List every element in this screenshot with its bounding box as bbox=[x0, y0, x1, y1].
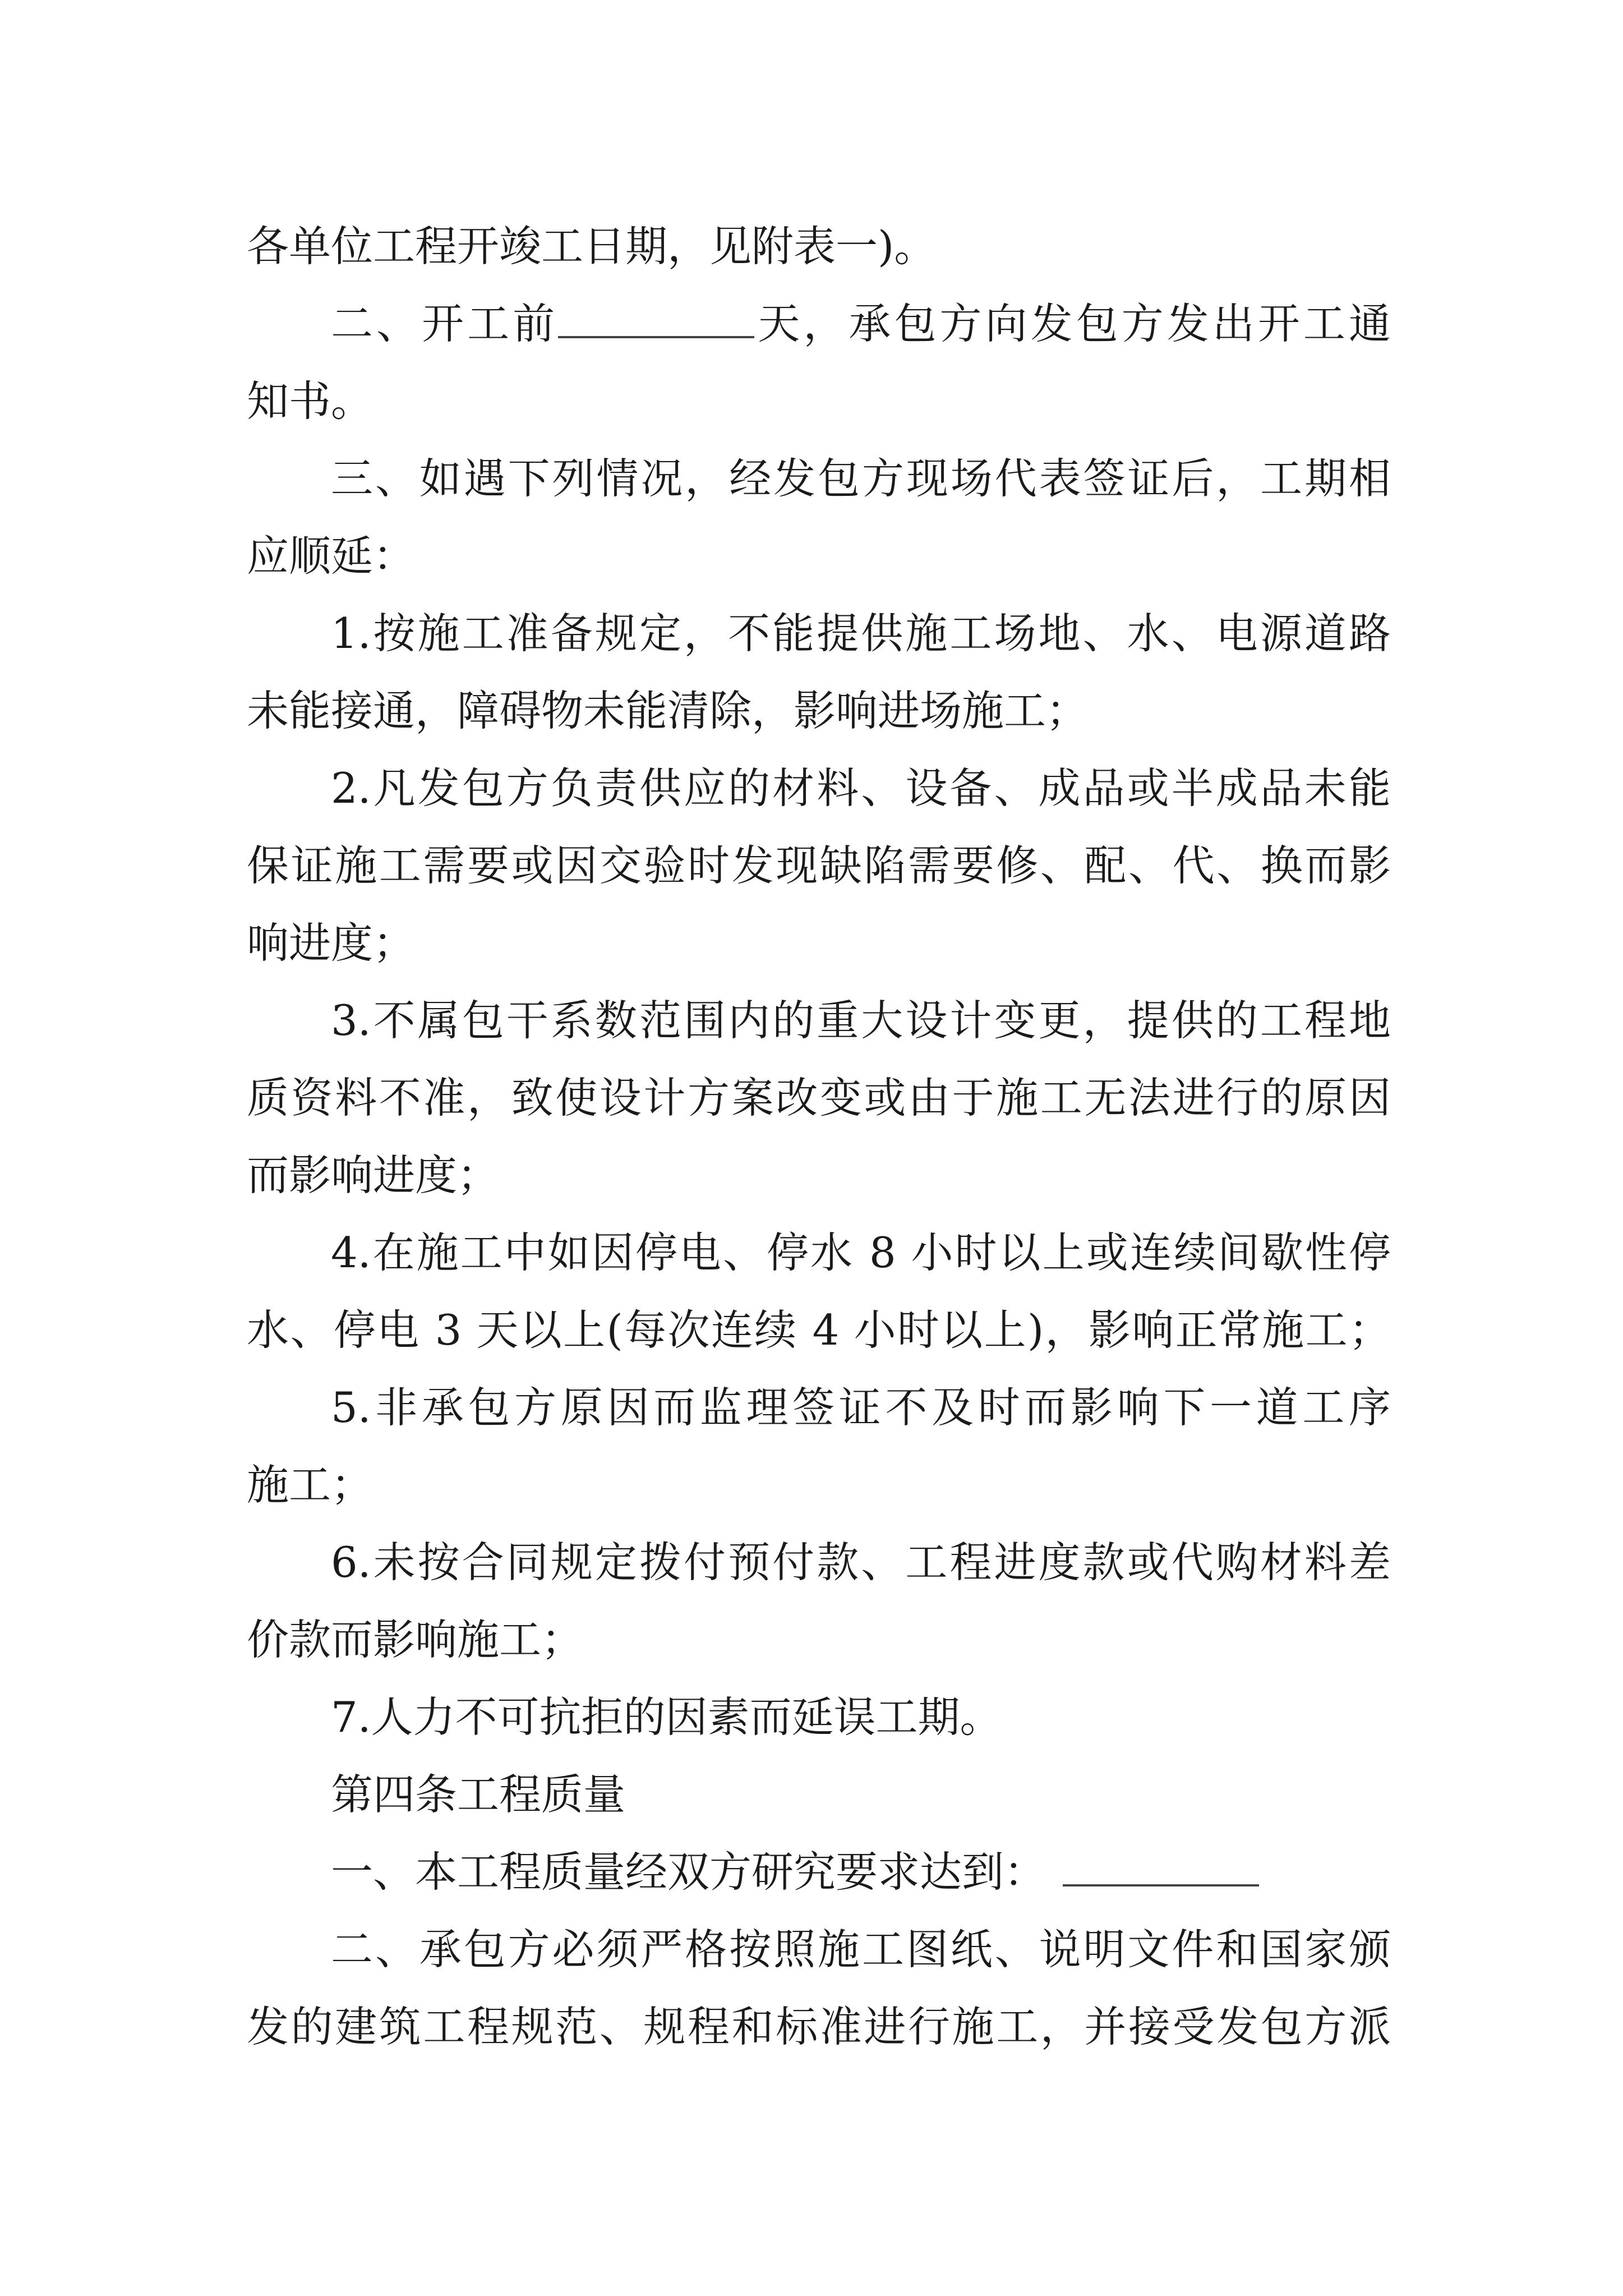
text-line: 价款而影响施工； bbox=[247, 1615, 584, 1664]
text-line: 未能接通，障碍物未能清除，影响进场施工； bbox=[247, 686, 1089, 735]
text-segment: 一、本工程质量经双方研究要求达到： bbox=[331, 1847, 1046, 1897]
text-line: 应顺延： bbox=[247, 531, 416, 581]
text-line: 保证施工需要或因交验时发现缺陷需要修、配、代、换而影 bbox=[247, 841, 1391, 890]
text-line: 知书。 bbox=[247, 376, 374, 426]
text-line: 2.凡发包方负责供应的材料、设备、成品或半成品未能 bbox=[331, 763, 1391, 813]
text-line: 1.按施工准备规定，不能提供施工场地、水、电源道路 bbox=[331, 609, 1391, 658]
text-line: 4.在施工中如因停电、停水 8 小时以上或连续间歇性停 bbox=[331, 1228, 1391, 1277]
text-segment: 二、开工前 bbox=[331, 299, 559, 348]
text-line: 3.不属包干系数范围内的重大设计变更，提供的工程地 bbox=[331, 996, 1391, 1045]
text-line: 而影响进度； bbox=[247, 1151, 500, 1200]
text-line: 二、承包方必须严格按照施工图纸、说明文件和国家颁 bbox=[331, 1925, 1391, 1974]
text-line: 施工； bbox=[247, 1460, 374, 1510]
section-heading: 第四条工程质量 bbox=[331, 1770, 626, 1819]
text-line: 质资料不准，致使设计方案改变或由于施工无法进行的原因 bbox=[247, 1073, 1391, 1122]
text-line: 6.未按合同规定拨付预付款、工程进度款或代购材料差 bbox=[331, 1538, 1391, 1587]
text-line: 发的建筑工程规范、规程和标准进行施工，并接受发包方派 bbox=[247, 2002, 1391, 2051]
text-line bbox=[247, 285, 1391, 362]
text-line: 三、如遇下列情况，经发包方现场代表签证后，工期相 bbox=[331, 454, 1391, 503]
text-line: 5.非承包方原因而监理签证不及时而影响下一道工序 bbox=[331, 1383, 1391, 1432]
document-body bbox=[247, 208, 1391, 2065]
text-line: 水、停电 3 天以上(每次连续 4 小时以上)，影响正常施工； bbox=[247, 1305, 1391, 1355]
text-line: 响进度； bbox=[247, 918, 416, 968]
fill-in-blank bbox=[1063, 1845, 1259, 1887]
fill-in-blank bbox=[558, 297, 754, 338]
text-segment: 天，承包方向发包方发出开工通 bbox=[754, 299, 1391, 348]
text-line bbox=[247, 1833, 1391, 1911]
text-line: 各单位工程开竣工日期，见附表一)。 bbox=[247, 222, 937, 271]
text-line: 7.人力不可抗拒的因素而延误工期。 bbox=[331, 1692, 1002, 1742]
